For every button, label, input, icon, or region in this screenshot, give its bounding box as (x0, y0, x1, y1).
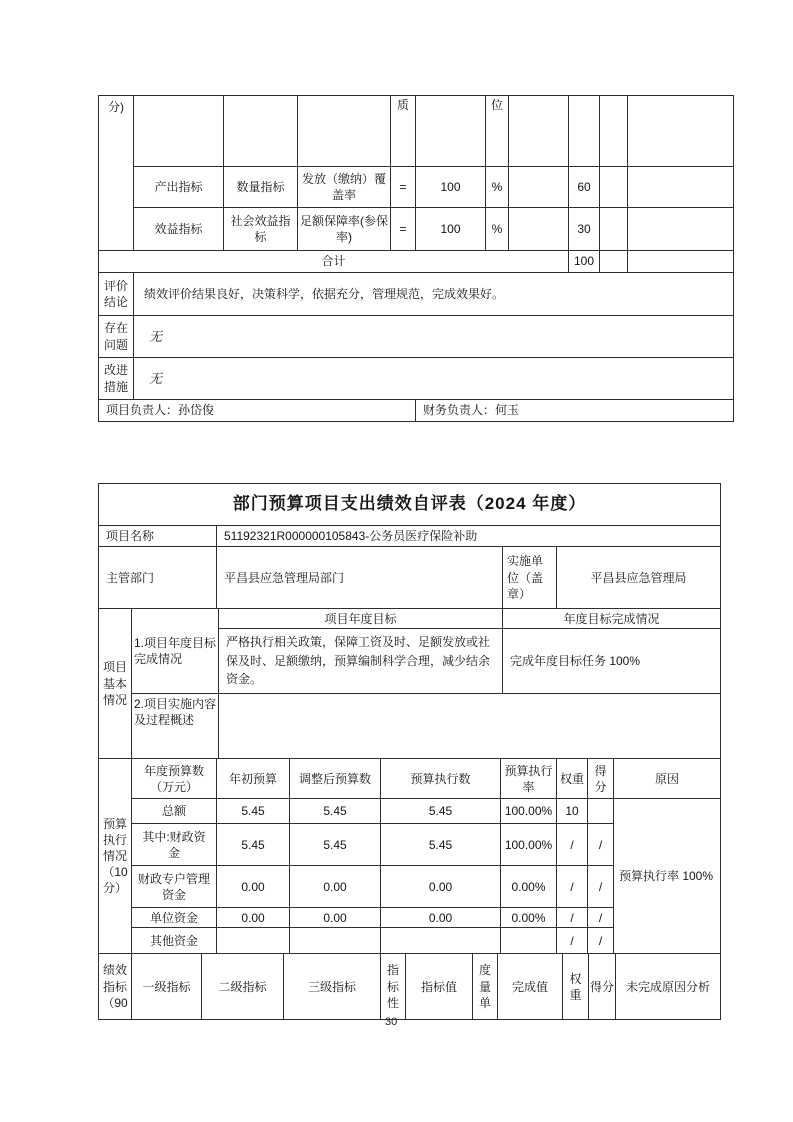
execution-rate: 0.00% (501, 866, 557, 908)
execution-rate: 0.00% (501, 908, 557, 928)
project-name-value: 51192321R000000105843-公务员医疗保险补助 (217, 526, 721, 547)
improvements-row (99, 358, 734, 400)
benefit-indicator-row (99, 208, 734, 251)
project-manager-signature: 项目负责人：孙岱俊 (99, 400, 416, 422)
goal-completion-header: 年度目标完成情况 (503, 609, 721, 629)
adjusted-budget: 0.00 (290, 908, 381, 928)
initial-budget: 5.45 (217, 824, 290, 866)
indicator-nature: = (391, 167, 416, 208)
initial-budget (217, 928, 290, 954)
improvements-label: 改进措施 (99, 358, 134, 400)
project-name-label: 项目名称 (99, 526, 217, 547)
initial-budget: 0.00 (217, 908, 290, 928)
basic-info-section (98, 608, 721, 759)
indicator-value: 100 (416, 167, 486, 208)
table-header-section (98, 483, 721, 609)
perf-col-score: 得分 (589, 954, 616, 1020)
performance-header-row (99, 954, 721, 1020)
unit-header-fragment: 位 (486, 96, 509, 167)
weight-value: 10 (557, 799, 588, 824)
conclusion-row (99, 273, 734, 316)
perf-col-weight: 权重 (563, 954, 589, 1020)
budget-col-rate: 预算执行率 (501, 759, 557, 799)
department-row (99, 547, 721, 609)
weight-value: / (557, 866, 588, 908)
perf-col-level3: 三级指标 (284, 954, 381, 1020)
perf-col-done: 完成值 (498, 954, 563, 1020)
budget-col-adjusted: 调整后预算数 (290, 759, 381, 799)
finance-manager-signature: 财务负责人：何玉 (416, 400, 734, 422)
empty-cell (600, 96, 628, 167)
adjusted-budget: 5.45 (290, 799, 381, 824)
empty-cell (628, 96, 734, 167)
budget-col-reason: 原因 (614, 759, 721, 799)
total-score (600, 251, 628, 273)
adjusted-budget: 5.45 (290, 824, 381, 866)
level1-indicator: 产出指标 (134, 167, 224, 208)
problems-label: 存在问题 (99, 316, 134, 358)
budget-row-name: 单位资金 (132, 908, 217, 928)
improvements-text: 无 (134, 358, 734, 400)
completed-value (509, 208, 569, 251)
empty-cell (509, 96, 569, 167)
performance-indicators-section (98, 953, 721, 1020)
goal-header-row (99, 609, 721, 629)
initial-budget: 0.00 (217, 866, 290, 908)
goal-completion-text: 完成年度目标任务 100% (503, 629, 721, 694)
budget-col-score: 得分 (588, 759, 614, 799)
level2-indicator: 社会效益指标 (224, 208, 298, 251)
initial-budget: 5.45 (217, 799, 290, 824)
project-name-row (99, 526, 721, 547)
reason-cell (628, 167, 734, 208)
signature-row (99, 400, 734, 422)
executed-budget: 5.45 (381, 824, 501, 866)
total-weight: 100 (569, 251, 600, 273)
score-value (588, 799, 614, 824)
budget-col-name: 年度预算数（万元） (132, 759, 217, 799)
executed-budget (381, 928, 501, 954)
weight-value: 60 (569, 167, 600, 208)
indicator-nature: = (391, 208, 416, 251)
budget-header-row (99, 759, 721, 799)
adjusted-budget: 0.00 (290, 866, 381, 908)
budget-row-name: 其他资金 (132, 928, 217, 954)
score-value: / (588, 908, 614, 928)
level2-indicator: 数量指标 (224, 167, 298, 208)
performance-section-label: 绩效指标（90 (99, 954, 132, 1020)
nature-header-fragment: 质 (391, 96, 416, 167)
total-row (99, 251, 734, 273)
score-label-fragment: 分) (99, 96, 134, 251)
perf-col-unit: 度量单 (473, 954, 498, 1020)
annual-goal-header: 项目年度目标 (219, 609, 503, 629)
annual-goal-text: 严格执行相关政策，保障工资及时、足额发放或社保及时、足额缴纳，预算编制科学合理，减少结余资金。 (219, 629, 503, 694)
problems-text: 无 (134, 316, 734, 358)
executed-budget: 0.00 (381, 908, 501, 928)
score-value: / (588, 866, 614, 908)
header-continuation-row (99, 96, 734, 167)
implementation-label: 2.项目实施内容及过程概述 (132, 694, 219, 759)
execution-rate: 100.00% (501, 799, 557, 824)
measure-unit: % (486, 167, 509, 208)
indicator-value: 100 (416, 208, 486, 251)
output-indicator-row (99, 167, 734, 208)
score-value (600, 208, 628, 251)
adjusted-budget (290, 928, 381, 954)
budget-row-name: 其中:财政资金 (132, 824, 217, 866)
execution-rate: 100.00% (501, 824, 557, 866)
implementing-unit-label: 实施单位（盖章） (503, 547, 557, 609)
perf-col-level1: 一级指标 (132, 954, 202, 1020)
implementation-row (99, 694, 721, 759)
weight-value: / (557, 908, 588, 928)
budget-self-evaluation-table-2024 (98, 483, 721, 1020)
reason-cell (628, 208, 734, 251)
implementation-text (219, 694, 721, 759)
executed-budget: 5.45 (381, 799, 501, 824)
execution-rate (501, 928, 557, 954)
performance-self-evaluation-table-continued (98, 95, 734, 422)
score-value (600, 167, 628, 208)
budget-execution-section (98, 758, 721, 954)
empty-cell (224, 96, 298, 167)
weight-value: / (557, 928, 588, 954)
executed-budget: 0.00 (381, 866, 501, 908)
budget-col-weight: 权重 (557, 759, 588, 799)
weight-value: 30 (569, 208, 600, 251)
score-value: / (588, 928, 614, 954)
annual-goal-label: 1.项目年度目标完成情况 (132, 609, 219, 694)
total-reason (628, 251, 734, 273)
budget-reason-text: 预算执行率 100% (614, 799, 721, 954)
perf-col-nature: 指标性 (381, 954, 406, 1020)
empty-cell (298, 96, 391, 167)
conclusion-text: 绩效评价结果良好，决策科学，依据充分，管理规范，完成效果好。 (134, 273, 734, 316)
total-label: 合计 (99, 251, 569, 273)
perf-col-level2: 二级指标 (202, 954, 284, 1020)
measure-unit: % (486, 208, 509, 251)
perf-col-reason: 未完成原因分析 (616, 954, 721, 1020)
page-number: 30 (385, 1016, 398, 1028)
empty-cell (416, 96, 486, 167)
department-value: 平昌县应急管理局部门 (217, 547, 503, 609)
department-label: 主管部门 (99, 547, 217, 609)
budget-section-label: 预算执行情况（10分） (99, 759, 132, 954)
budget-row-total (99, 799, 721, 824)
implementing-unit-value: 平昌县应急管理局 (557, 547, 721, 609)
level3-indicator: 发放（缴纳）覆盖率 (298, 167, 391, 208)
perf-col-value: 指标值 (406, 954, 473, 1020)
score-value: / (588, 824, 614, 866)
table-title: 部门预算项目支出绩效自评表（2024 年度） (99, 484, 721, 526)
budget-row-name: 总额 (132, 799, 217, 824)
budget-col-executed: 预算执行数 (381, 759, 501, 799)
title-row (99, 484, 721, 526)
level1-indicator: 效益指标 (134, 208, 224, 251)
weight-value: / (557, 824, 588, 866)
conclusion-label: 评价结论 (99, 273, 134, 316)
basic-info-label: 项目基本情况 (99, 609, 132, 759)
empty-cell (569, 96, 600, 167)
budget-col-initial: 年初预算 (217, 759, 290, 799)
completed-value (509, 167, 569, 208)
budget-row-name: 财政专户管理资金 (132, 866, 217, 908)
problems-row (99, 316, 734, 358)
empty-cell (134, 96, 224, 167)
level3-indicator: 足额保障率(参保率) (298, 208, 391, 251)
